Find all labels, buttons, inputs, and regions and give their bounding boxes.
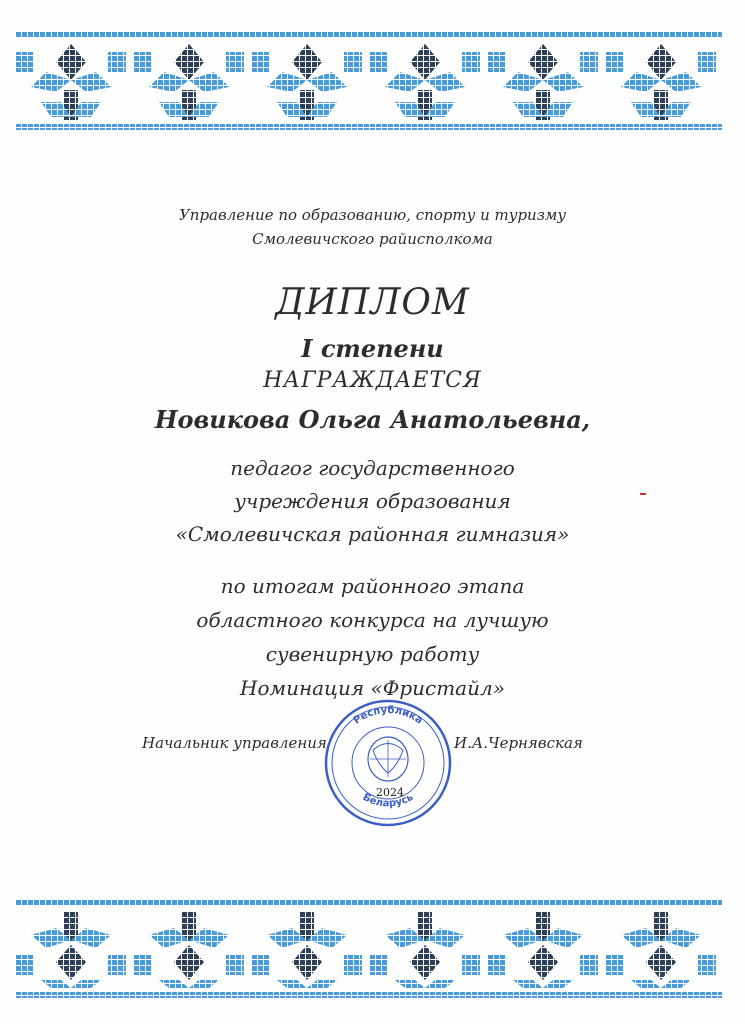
issuer-line-1: Управление по образованию, спорту и туризму <box>178 206 567 224</box>
signatory-name: И.А.Чернявская <box>454 734 583 752</box>
red-mark <box>640 493 646 495</box>
awarded-label: НАГРАЖДАЕТСЯ <box>263 368 482 393</box>
stamp-seal <box>318 695 458 830</box>
recipient-position <box>0 452 745 551</box>
top-ornament-border <box>16 32 722 132</box>
stamp-bottom-text: Беларусь <box>360 791 416 810</box>
position-line-3: «Смолевичская районная гимназия» <box>175 522 570 546</box>
issuer-line-2: Смолевичского райисполкома <box>252 230 493 248</box>
position-line-1: педагог государственного <box>230 456 515 480</box>
bottom-ornament-border <box>16 900 722 1000</box>
official-stamp <box>318 695 458 830</box>
stamp-top-text: Республика <box>351 704 425 727</box>
ornament-pattern-bottom <box>16 900 722 1000</box>
reason-line-3: сувенирную работу <box>265 642 480 666</box>
reason-line-4: Номинация «Фристайл» <box>240 676 505 700</box>
signatory-title: Начальник управления <box>142 734 327 752</box>
award-reason <box>0 569 745 705</box>
ornament-pattern-top <box>16 32 722 132</box>
reason-line-2: областного конкурса на лучшую <box>196 608 549 632</box>
diploma-degree: I степени <box>301 334 444 363</box>
reason-line-1: по итогам районного этапа <box>220 574 525 598</box>
recipient-name: Новикова Ольга Анатольевна, <box>154 405 591 434</box>
diploma-title: ДИПЛОМ <box>275 282 470 323</box>
stamp-year: 2024 <box>376 786 404 799</box>
position-line-2: учреждения образования <box>234 489 511 513</box>
issuer <box>0 203 745 251</box>
